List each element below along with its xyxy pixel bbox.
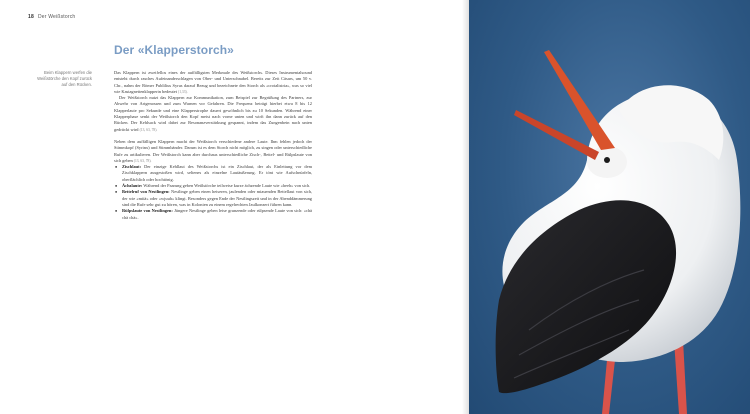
reference: (13, 63, 78). bbox=[133, 158, 152, 163]
chapter-title: Der «Klapperstorch» bbox=[114, 43, 234, 57]
paragraph bbox=[114, 70, 312, 95]
stork-photo bbox=[469, 0, 750, 414]
stork-leg bbox=[602, 360, 615, 414]
list-term: Zischlaut: bbox=[122, 164, 142, 170]
paragraph bbox=[114, 95, 312, 133]
list-item bbox=[122, 208, 312, 221]
list-term: Rülpslaute von Nestlingen: bbox=[122, 208, 173, 214]
section-name: Der Weißstorch bbox=[37, 14, 76, 20]
list-text: Während der Paarung geben Weißstörche teilweise kurze ächzende Laute wie «heeh» von sich. bbox=[143, 183, 311, 189]
paragraph-text: Der Weißstorch nutzt das Klappern zur Kommunikation, zum Beispiel zur Begrüßung des Partners, zur Abwehr von Artgenossen und zum Warnen vor Gefahren. Die Frequenz beträgt hierbei etwa 8 bis 12 Klapperlaute pro Sekunde und eine Klapperstrophe dauert gewöhnlich bis zu 10 Sekunden. Während einer Klapperphase senkt der Weißstorch den Kopf meist nach vorne unten und wirft ihn dann zurück auf den Rücken. Der Kehlsack wird dabei zur Resonanzverstärkung gespannt, indem das Zungenbein nach unten gedrückt wird bbox=[114, 95, 312, 132]
photo-caption: Beim Klappern werfen die Weißstörche den Kopf zurück auf den Rücken. bbox=[37, 70, 92, 87]
list-term: Bettelruf von Nestlingen: bbox=[122, 189, 170, 195]
body-text bbox=[114, 70, 312, 221]
list-term: Ächzlaute: bbox=[122, 183, 143, 189]
reference: (13, 63, 78). bbox=[139, 127, 158, 132]
paragraph-text: Das Klappern ist zweifellos eines der auffälligsten Merkmale des Weißstorchs. Dieses Instrumentalsound entsteht durch rasches Aufeinanderschlagen von Ober- und Unterschnabel. Bereits zur Zeit Cäsars, um 50 v. Chr., nahm der Römer Publilius Syrus darauf Bezug und bezeichnete den Storch als «crotalistria», was so viel wie Kastagnettenklapperin bedeutet bbox=[114, 70, 312, 94]
stork-leg bbox=[674, 340, 687, 414]
paragraph bbox=[114, 139, 312, 164]
list-item bbox=[122, 164, 312, 183]
list-item bbox=[122, 189, 312, 208]
stork-illustration bbox=[469, 0, 750, 414]
page-number: 18 bbox=[28, 14, 34, 20]
list-text: Der einzige Kehllaut des Weißstorchs ist ein Zischlaut, der als Einleitung vor dem Zischklappern ausgestoßen wird, seltenes als einzelne Lautäußerung. Er tönt wie Aufschnürfeln, oberflächlich oder hochtönig. bbox=[122, 164, 312, 182]
running-head bbox=[28, 14, 75, 20]
stork-eye bbox=[604, 157, 610, 163]
reference: (1,33). bbox=[178, 89, 188, 94]
sound-list bbox=[114, 164, 312, 221]
page-gutter bbox=[462, 0, 469, 414]
list-text: Jüngere Nestlinge geben leise grunzende oder rülpsende Laute von sich: «chä chä chä». bbox=[122, 208, 312, 220]
list-text: Nestlinge geben einen heiseren, jaulenden oder miauenden Bettellaut von sich, der wie «miiä» oder «wjuuh» klingt. Besonders gegen Ende der Nestlingszeit und in der Abenddämmerung sind die Rufe sehr gut zu hören, was in Kolonien zu einem regelrechten Jaulkonzert führen kann. bbox=[122, 189, 312, 207]
paragraph-text: Neben dem auffälligen Klappern macht der Weißstorch verschiedene andere Laute. Ihm fehlen jedoch der Stimmkopf (Syrinx) und Stimmbänder. Darum ist es dem Storch nicht möglich, zu singen oder unterschiedliche Rufe zu artikulieren. Der Weißstorch kann aber durchaus unterschiedliche Zisch-, Bettel- und Rülpslaute von sich geben bbox=[114, 138, 312, 163]
